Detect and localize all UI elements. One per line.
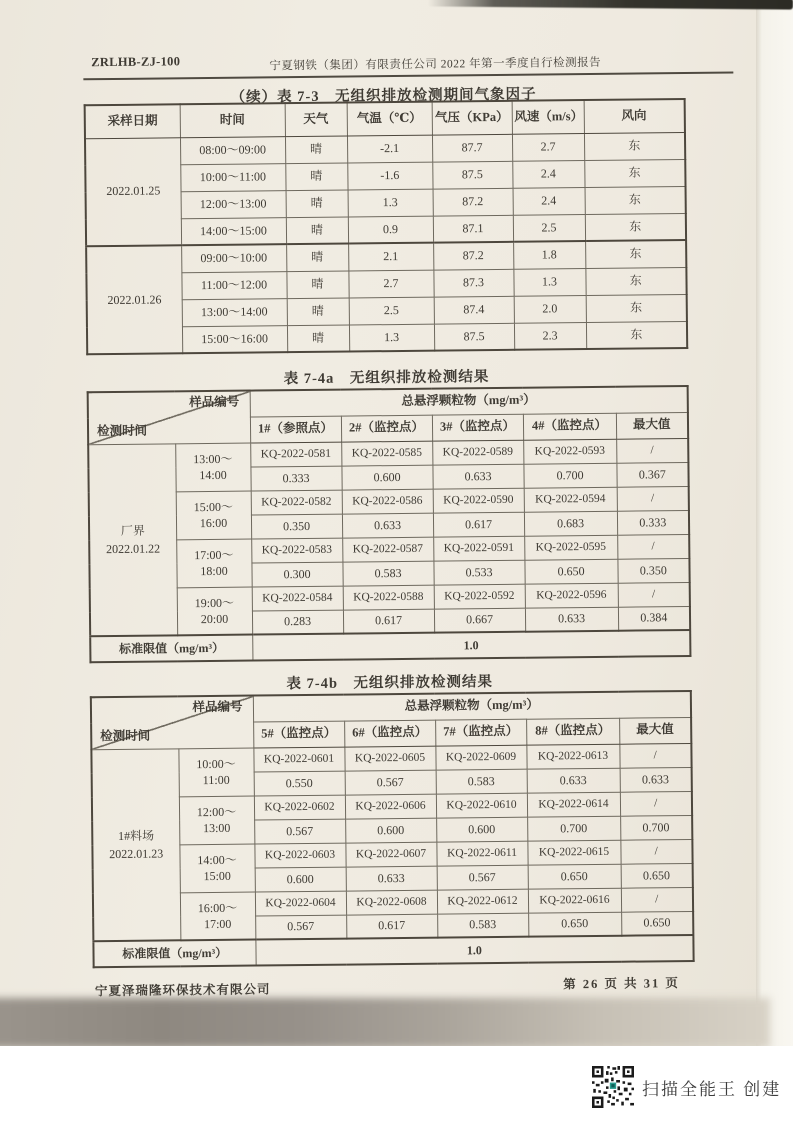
sample-id-cell: KQ-2022-0594 — [524, 487, 617, 512]
concentration-cell: 0.600 — [436, 817, 527, 842]
time-line: 12:00～ — [196, 804, 237, 819]
sample-id-cell: KQ-2022-0606 — [345, 794, 436, 819]
sample-id-cell: KQ-2022-0596 — [525, 583, 618, 608]
col-pressure: 气压（KPa） — [432, 101, 512, 135]
corner-label-sample-no: 样品编号 — [189, 394, 240, 410]
sample-id-cell: KQ-2022-0614 — [527, 792, 620, 817]
time-line: 16:00～ — [197, 900, 238, 915]
sample-id-cell: KQ-2022-0587 — [342, 537, 433, 562]
col-point-2: 2#（监控点） — [341, 415, 432, 442]
wind-direction-cell: 东 — [584, 159, 685, 187]
concentration-cell: 0.350 — [251, 514, 342, 539]
time-line: 11:00 — [202, 772, 230, 788]
wind-direction-cell: 东 — [586, 294, 687, 322]
time-cell — [178, 748, 253, 797]
table-7-4b-title: 表 7-4b 无组织排放检测结果 — [286, 674, 494, 693]
sample-id-cell: KQ-2022-0615 — [527, 840, 620, 865]
col-temperature: 气温（℃） — [347, 102, 432, 136]
time-line: 17:00 — [203, 916, 232, 931]
sample-id-cell: KQ-2022-0602 — [254, 795, 345, 820]
concentration-cell: 0.700 — [527, 816, 620, 841]
wind-speed-cell: 2.4 — [512, 160, 584, 188]
concentration-cell: 0.617 — [346, 914, 437, 939]
weather-cell: 晴 — [285, 136, 347, 164]
corner-label-detect-time: 检测时间 — [96, 423, 148, 439]
pressure-cell: 87.3 — [433, 269, 513, 297]
sample-id-cell: KQ-2022-0583 — [251, 538, 342, 563]
sample-id-cell: / — [618, 582, 690, 607]
qr-code-icon — [592, 1066, 634, 1108]
concentration-cell: 0.600 — [255, 867, 346, 892]
concentration-cell: 0.633 — [346, 866, 437, 891]
weather-cell: 晴 — [287, 298, 349, 326]
wind-direction-cell: 东 — [584, 132, 685, 160]
sample-id-cell: KQ-2022-0593 — [523, 439, 616, 464]
corner-header-cell — [88, 391, 251, 445]
col-wind-speed: 风速（m/s） — [512, 100, 584, 134]
time-line: 13:00 — [202, 820, 231, 836]
sample-id-cell: KQ-2022-0592 — [434, 584, 525, 609]
concentration-cell: 0.300 — [251, 562, 342, 587]
time-line: 15:00 — [203, 868, 231, 884]
concentration-cell: 0.567 — [255, 915, 346, 940]
concentration-cell: 0.550 — [254, 771, 345, 796]
site-label-line: 2022.01.23 — [109, 846, 164, 861]
concentration-cell: 0.567 — [345, 770, 436, 795]
weather-factors-table — [84, 98, 689, 355]
wind-speed-cell: 2.0 — [514, 295, 586, 323]
sample-id-cell: KQ-2022-0586 — [342, 489, 433, 514]
wind-speed-cell: 2.7 — [512, 133, 584, 161]
document-code: ZRLHB-ZJ-100 — [91, 54, 181, 70]
concentration-cell: 0.283 — [252, 610, 343, 635]
col-max-value: 最大值 — [616, 412, 688, 439]
weather-cell: 晴 — [286, 244, 348, 272]
concentration-cell: 0.600 — [345, 818, 436, 843]
temperature-cell: 1.3 — [349, 324, 434, 352]
pressure-cell: 87.7 — [432, 134, 512, 162]
time-cell: 13:00～14:00 — [182, 298, 287, 326]
col-point-4: 4#（监控点） — [523, 413, 616, 440]
col-sample-date: 采样日期 — [85, 104, 180, 138]
sample-id-cell: KQ-2022-0584 — [252, 586, 343, 611]
sample-id-cell: / — [621, 887, 693, 912]
site-label-line: 1#料场 — [117, 828, 155, 843]
wind-direction-cell: 东 — [585, 267, 686, 295]
emission-results-table-4b — [90, 690, 695, 968]
scanner-caption: 扫描全能王 创建 — [642, 1079, 782, 1099]
sample-id-cell: KQ-2022-0595 — [524, 535, 617, 560]
col-point-7: 7#（监控点） — [435, 719, 526, 746]
sample-id-cell: KQ-2022-0613 — [526, 744, 619, 769]
pressure-cell: 87.5 — [432, 161, 512, 189]
time-line: 20:00 — [200, 611, 229, 626]
col-max-value: 最大值 — [619, 717, 691, 744]
pressure-cell: 87.4 — [434, 296, 514, 324]
sample-id-cell: KQ-2022-0581 — [250, 442, 341, 467]
wind-speed-cell: 1.3 — [513, 268, 585, 296]
sample-id-cell: / — [617, 534, 689, 559]
time-cell — [177, 587, 252, 636]
site-label-line: 2022.01.22 — [105, 541, 161, 556]
temperature-cell: 1.3 — [348, 189, 433, 217]
pressure-cell: 87.5 — [434, 323, 514, 351]
concentration-cell: 0.384 — [618, 606, 690, 631]
concentration-cell: 0.333 — [250, 466, 341, 491]
sample-id-cell: KQ-2022-0607 — [345, 842, 436, 867]
concentration-cell: 0.583 — [436, 769, 527, 794]
pressure-cell: 87.2 — [433, 242, 513, 270]
time-line: 17:00～ — [194, 547, 234, 562]
time-cell: 10:00～11:00 — [180, 163, 285, 191]
sample-id-cell: KQ-2022-0612 — [437, 889, 528, 914]
footer-company-name: 宁夏泽瑞隆环保技术有限公司 — [94, 982, 271, 999]
concentration-cell: 0.700 — [523, 463, 616, 488]
concentration-cell: 0.667 — [434, 608, 525, 633]
table-7-4a-title: 表 7-4a 无组织排放检测结果 — [283, 369, 490, 388]
sample-id-cell: KQ-2022-0604 — [255, 891, 346, 916]
concentration-cell: 0.367 — [616, 462, 688, 487]
col-point-6: 6#（监控点） — [344, 720, 435, 747]
sample-id-cell: / — [620, 791, 692, 816]
time-line: 16:00 — [199, 515, 228, 531]
sample-id-cell: / — [620, 839, 692, 864]
temperature-cell: 2.7 — [348, 270, 433, 298]
concentration-cell: 0.583 — [437, 913, 528, 938]
report-header-title: 宁夏钢铁（集团）有限责任公司 2022 年第一季度自行检测报告 — [269, 56, 602, 73]
time-cell: 15:00～16:00 — [182, 325, 287, 353]
sample-id-cell: KQ-2022-0582 — [251, 490, 342, 515]
sample-id-cell: KQ-2022-0605 — [344, 746, 435, 771]
table-7-3-title: （续）表 7-3 无组织排放检测期间气象因子 — [230, 86, 537, 106]
time-cell: 11:00～12:00 — [181, 271, 286, 299]
time-cell — [179, 796, 254, 845]
emission-results-table-4a — [87, 385, 692, 663]
limit-value-cell: 1.0 — [255, 935, 693, 966]
limit-label-cell: 标准限值（mg/m³） — [93, 940, 255, 968]
sample-date-cell: 2022.01.25 — [85, 137, 181, 246]
pressure-cell: 87.2 — [433, 188, 513, 216]
concentration-cell: 0.533 — [433, 560, 524, 585]
weather-cell: 晴 — [285, 163, 347, 191]
temperature-cell: 0.9 — [348, 216, 433, 244]
time-cell — [175, 443, 250, 492]
sample-id-cell: KQ-2022-0588 — [343, 585, 434, 610]
temperature-cell: 2.1 — [348, 243, 433, 271]
tsp-span-header: 总悬浮颗粒物（mg/m³） — [250, 386, 688, 417]
weather-cell: 晴 — [286, 217, 348, 245]
time-line: 13:00～ — [193, 451, 233, 466]
concentration-cell: 0.617 — [433, 512, 524, 537]
wind-speed-cell: 2.3 — [514, 322, 586, 350]
concentration-cell: 0.650 — [621, 911, 693, 936]
corner-label-sample-no: 样品编号 — [192, 699, 243, 715]
sample-id-cell: KQ-2022-0590 — [433, 488, 524, 513]
concentration-cell: 0.567 — [437, 865, 528, 890]
tsp-span-header: 总悬浮颗粒物（mg/m³） — [253, 691, 691, 722]
col-weather: 天气 — [285, 103, 347, 137]
sample-id-cell: KQ-2022-0603 — [254, 843, 345, 868]
time-line: 19:00～ — [194, 595, 235, 610]
sample-id-cell: / — [619, 743, 691, 768]
sample-id-cell: KQ-2022-0611 — [436, 841, 527, 866]
time-cell: 12:00～13:00 — [181, 190, 286, 218]
corner-label-detect-time: 检测时间 — [100, 728, 151, 744]
site-cell — [91, 748, 180, 941]
wind-speed-cell: 2.4 — [513, 187, 585, 215]
time-cell — [179, 844, 254, 893]
limit-value-cell: 1.0 — [252, 630, 690, 661]
concentration-cell: 0.650 — [621, 863, 693, 888]
time-line: 10:00～ — [196, 756, 236, 771]
concentration-cell: 0.350 — [617, 558, 689, 583]
temperature-cell: -1.6 — [347, 162, 432, 190]
wind-direction-cell: 东 — [585, 186, 686, 214]
concentration-cell: 0.633 — [620, 767, 692, 792]
wind-direction-cell: 东 — [586, 321, 687, 349]
concentration-cell: 0.600 — [341, 465, 432, 490]
col-time: 时间 — [180, 103, 285, 137]
col-point-3: 3#（监控点） — [432, 414, 523, 441]
site-cell — [88, 443, 177, 636]
weather-cell: 晴 — [287, 325, 349, 353]
col-point-8: 8#（监控点） — [526, 718, 619, 745]
wind-speed-cell: 2.5 — [513, 214, 585, 242]
concentration-cell: 0.650 — [524, 559, 617, 584]
time-line: 14:00～ — [197, 852, 237, 867]
concentration-cell: 0.650 — [528, 864, 621, 889]
sample-date-cell: 2022.01.26 — [86, 245, 182, 354]
col-point-1: 1#（参照点） — [250, 416, 341, 443]
standard-limit-row — [93, 935, 693, 967]
concentration-cell: 0.633 — [432, 464, 523, 489]
sample-id-cell: KQ-2022-0608 — [346, 890, 437, 915]
sample-id-cell: KQ-2022-0609 — [435, 745, 526, 770]
concentration-cell: 0.583 — [342, 561, 433, 586]
concentration-cell: 0.633 — [525, 607, 618, 632]
time-cell — [176, 491, 251, 540]
time-line: 15:00～ — [193, 499, 234, 514]
wind-direction-cell: 东 — [585, 213, 686, 241]
sample-id-cell: KQ-2022-0610 — [436, 793, 527, 818]
time-cell: 08:00～09:00 — [180, 136, 285, 164]
time-line: 14:00 — [199, 467, 227, 483]
time-cell — [180, 892, 255, 941]
time-cell: 14:00～15:00 — [181, 217, 286, 245]
footer-page-number: 第 26 页 共 31 页 — [563, 976, 680, 992]
sample-id-cell: / — [617, 486, 689, 511]
standard-limit-row — [90, 630, 690, 662]
camscanner-mark — [592, 1066, 781, 1108]
sample-id-cell: KQ-2022-0585 — [341, 441, 432, 466]
temperature-cell: 2.5 — [349, 297, 434, 325]
concentration-cell: 0.617 — [343, 609, 434, 634]
corner-header-cell — [91, 696, 254, 750]
col-point-5: 5#（监控点） — [253, 721, 344, 748]
sample-id-cell: KQ-2022-0591 — [433, 536, 524, 561]
wind-speed-cell: 1.8 — [513, 241, 585, 269]
limit-label-cell: 标准限值（mg/m³） — [90, 635, 252, 663]
weather-cell: 晴 — [286, 271, 348, 299]
site-label-line: 厂界 — [120, 523, 145, 538]
sample-id-cell: KQ-2022-0601 — [253, 747, 344, 772]
sample-id-cell: KQ-2022-0616 — [528, 888, 621, 913]
pressure-cell: 87.1 — [433, 215, 513, 243]
concentration-cell: 0.633 — [527, 768, 620, 793]
weather-cell: 晴 — [286, 190, 348, 218]
concentration-cell: 0.700 — [620, 815, 692, 840]
col-wind-direction: 风向 — [584, 99, 685, 133]
concentration-cell: 0.633 — [342, 513, 433, 538]
wind-direction-cell: 东 — [585, 240, 686, 268]
concentration-cell: 0.333 — [617, 510, 689, 535]
concentration-cell: 0.567 — [254, 819, 345, 844]
sample-id-cell: / — [616, 438, 688, 463]
time-line: 18:00 — [200, 563, 228, 579]
time-cell: 09:00～10:00 — [181, 244, 286, 272]
time-cell — [176, 539, 251, 588]
temperature-cell: -2.1 — [347, 135, 432, 163]
concentration-cell: 0.650 — [528, 912, 621, 937]
scan-bottom-shadow — [0, 998, 770, 1048]
sample-id-cell: KQ-2022-0589 — [432, 440, 523, 465]
concentration-cell: 0.683 — [524, 511, 617, 536]
